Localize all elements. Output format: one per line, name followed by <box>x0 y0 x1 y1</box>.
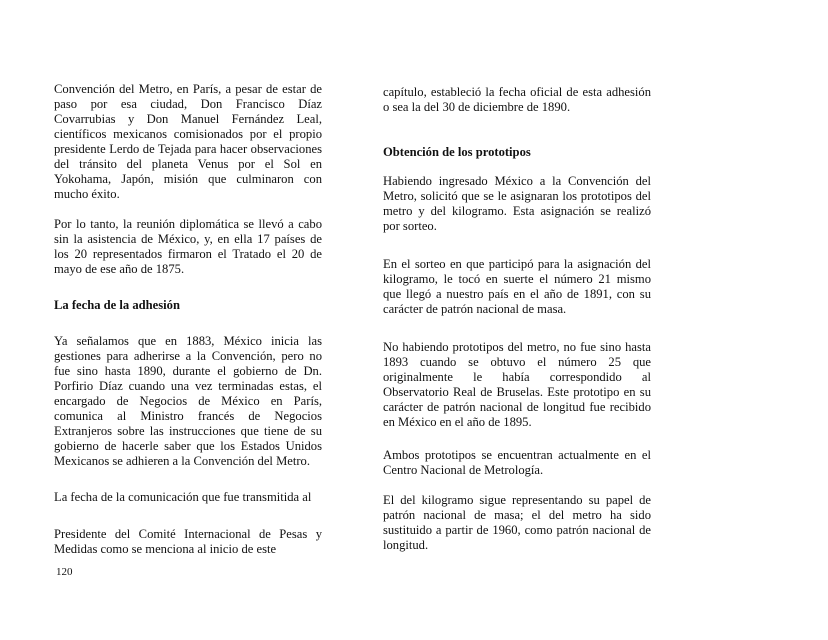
right-paragraph-1: capítulo, estableció la fecha oficial de esta adhesión o sea la del 30 de diciembre de 1890. <box>383 85 651 114</box>
left-paragraph-2: Por lo tanto, la reunión diplomática se llevó a cabo sin la asistencia de México, y, en ella 17 países de los 20 representados firmaron el Tratado el 20 de mayo de ese año de 1875. <box>54 217 322 276</box>
right-paragraph-5: Ambos prototipos se encuentran actualmente en el Centro Nacional de Metrología. <box>383 448 651 477</box>
right-paragraph-3: En el sorteo en que participó para la asignación del kilogramo, le tocó en suerte el número 21 mismo que llegó a nuestro país en el año de 1891, con su carácter de patrón nacional de masa. <box>383 257 651 316</box>
left-paragraph-4: La fecha de la comunicación que fue transmitida al <box>54 490 312 504</box>
left-paragraph-5: Presidente del Comité Internacional de Pesas y Medidas como se menciona al inicio de este <box>54 527 322 556</box>
page-number: 120 <box>56 566 73 578</box>
right-paragraph-4: No habiendo prototipos del metro, no fue sino hasta 1893 cuando se obtuvo el número 25 que originalmente le había correspondido al Observatorio Real de Bruselas. Este prototipo en su carácter de patrón nacional de longitud fue recibido en México en el año de 1895. <box>383 340 651 429</box>
left-column <box>54 82 322 557</box>
right-paragraph-2: Habiendo ingresado México a la Convención del Metro, solicitó que se le asignaran los prototipos del metro y del kilogramo. Esta asignación se realizó por sorteo. <box>383 174 651 233</box>
section-heading-prototipos: Obtención de los prototipos <box>383 145 531 159</box>
left-paragraph-1: Convención del Metro, en París, a pesar de estar de paso por esa ciudad, Don Francisco Díaz Covarrubias y Don Manuel Fernández Leal, científicos mexicanos comisionados por el propio presidente Lerdo de Tejada para hacer observaciones del tránsito del planeta Venus por el Sol en Yokohama, Japón, misión que culminaron con mucho éxito. <box>54 82 322 201</box>
right-column <box>383 85 651 553</box>
left-paragraph-3: Ya señalamos que en 1883, México inicia las gestiones para adherirse a la Convención, pero no fue sino hasta 1890, durante el gobierno de Dn. Porfirio Díaz cuando una vez terminadas estas, el encargado de Negocios de México en París, comunica al Ministro francés de Negocios Extranjeros sobre las instrucciones que tiene de su gobierno de hacerle saber que los Estados Unidos Mexicanos se adhieren a la Convención del Metro. <box>54 334 322 468</box>
section-heading-adhesion: La fecha de la adhesión <box>54 298 180 312</box>
right-paragraph-6: El del kilogramo sigue representando su papel de patrón nacional de masa; el del metro ha sido sustituido a partir de 1960, como patrón nacional de longitud. <box>383 493 651 552</box>
